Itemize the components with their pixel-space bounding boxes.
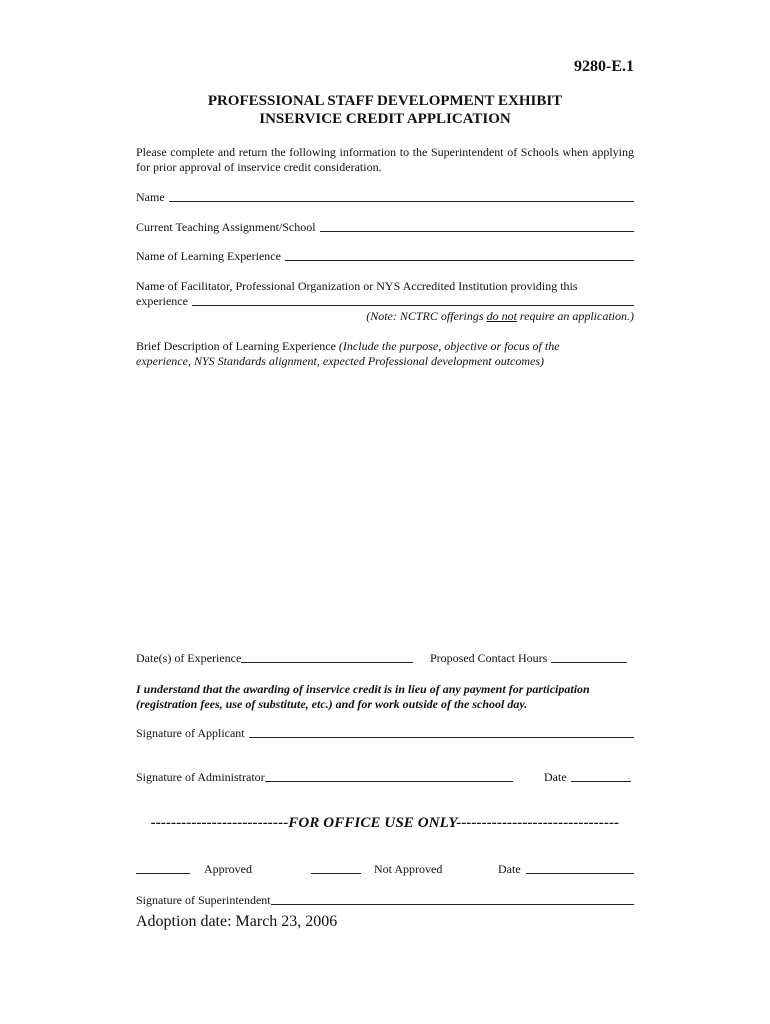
- learning-experience-line[interactable]: [285, 259, 634, 261]
- description-label: Brief Description of Learning Experience (Include the purpose, objective or focus of the experience, NYS Standards alignment, expected Professional development outcomes): [136, 339, 560, 368]
- dates-field[interactable]: [136, 651, 413, 666]
- document-number: 9280-E.1: [574, 58, 634, 75]
- not-approved-line[interactable]: [311, 872, 361, 874]
- name-label: Name: [136, 190, 165, 204]
- dates-label: Date(s) of Experience: [136, 651, 242, 665]
- administrator-signature-line[interactable]: [265, 780, 513, 782]
- not-approved-label: Not Approved: [374, 862, 443, 876]
- office-date-label: Date: [498, 862, 521, 876]
- applicant-signature-line[interactable]: [249, 736, 634, 738]
- applicant-signature-field[interactable]: [136, 726, 634, 741]
- administrator-date-line[interactable]: [571, 780, 631, 782]
- dates-line[interactable]: [241, 661, 413, 663]
- understanding-statement-line1: I understand that the awarding of inservice credit is in lieu of any payment for participation: [136, 682, 590, 696]
- office-date-field[interactable]: [498, 862, 634, 877]
- assignment-line[interactable]: [320, 230, 634, 232]
- facilitator-label-line2: experience: [136, 294, 188, 308]
- name-line[interactable]: [169, 200, 634, 202]
- superintendent-signature-line[interactable]: [271, 903, 634, 905]
- administrator-date-label: Date: [544, 770, 567, 784]
- approved-line[interactable]: [136, 872, 190, 874]
- nctrc-note: (Note: NCTRC offerings do not require an application.): [366, 309, 634, 323]
- contact-hours-field[interactable]: [430, 651, 627, 666]
- understanding-statement-line2: (registration fees, use of substitute, etc.) and for work outside of the school day.: [136, 697, 528, 711]
- facilitator-field[interactable]: [136, 294, 634, 309]
- adoption-date: Adoption date: March 23, 2006: [136, 913, 338, 930]
- not-approved-field[interactable]: [311, 862, 442, 877]
- administrator-signature-label: Signature of Administrator: [136, 770, 265, 784]
- facilitator-line[interactable]: [192, 304, 634, 306]
- name-field[interactable]: [136, 190, 634, 205]
- page-title: PROFESSIONAL STAFF DEVELOPMENT EXHIBIT: [207, 93, 563, 109]
- contact-hours-label: Proposed Contact Hours: [430, 651, 548, 665]
- description-area[interactable]: [136, 372, 634, 632]
- assignment-label: Current Teaching Assignment/School: [136, 220, 316, 234]
- approved-field[interactable]: [136, 862, 252, 877]
- superintendent-signature-field[interactable]: [136, 893, 634, 908]
- approved-label: Approved: [204, 862, 252, 876]
- intro-paragraph: Please complete and return the following information to the Superintendent of Schools when applying for prior approval of inservice credit consideration.: [136, 145, 634, 174]
- contact-hours-line[interactable]: [551, 661, 627, 663]
- office-date-line[interactable]: [526, 872, 634, 874]
- learning-experience-label: Name of Learning Experience: [136, 249, 281, 263]
- applicant-signature-label: Signature of Applicant: [136, 726, 245, 740]
- administrator-date-field[interactable]: [544, 770, 631, 785]
- facilitator-label-line1: Name of Facilitator, Professional Organization or NYS Accredited Institution providing this: [136, 279, 578, 293]
- superintendent-signature-label: Signature of Superintendent: [136, 893, 271, 907]
- learning-experience-field[interactable]: [136, 249, 634, 264]
- office-use-heading: ---------------------------FOR OFFICE USE ONLY--------------------------------: [150, 815, 620, 831]
- administrator-signature-field[interactable]: [136, 770, 513, 785]
- page-subtitle: INSERVICE CREDIT APPLICATION: [259, 111, 511, 127]
- assignment-field[interactable]: [136, 220, 634, 235]
